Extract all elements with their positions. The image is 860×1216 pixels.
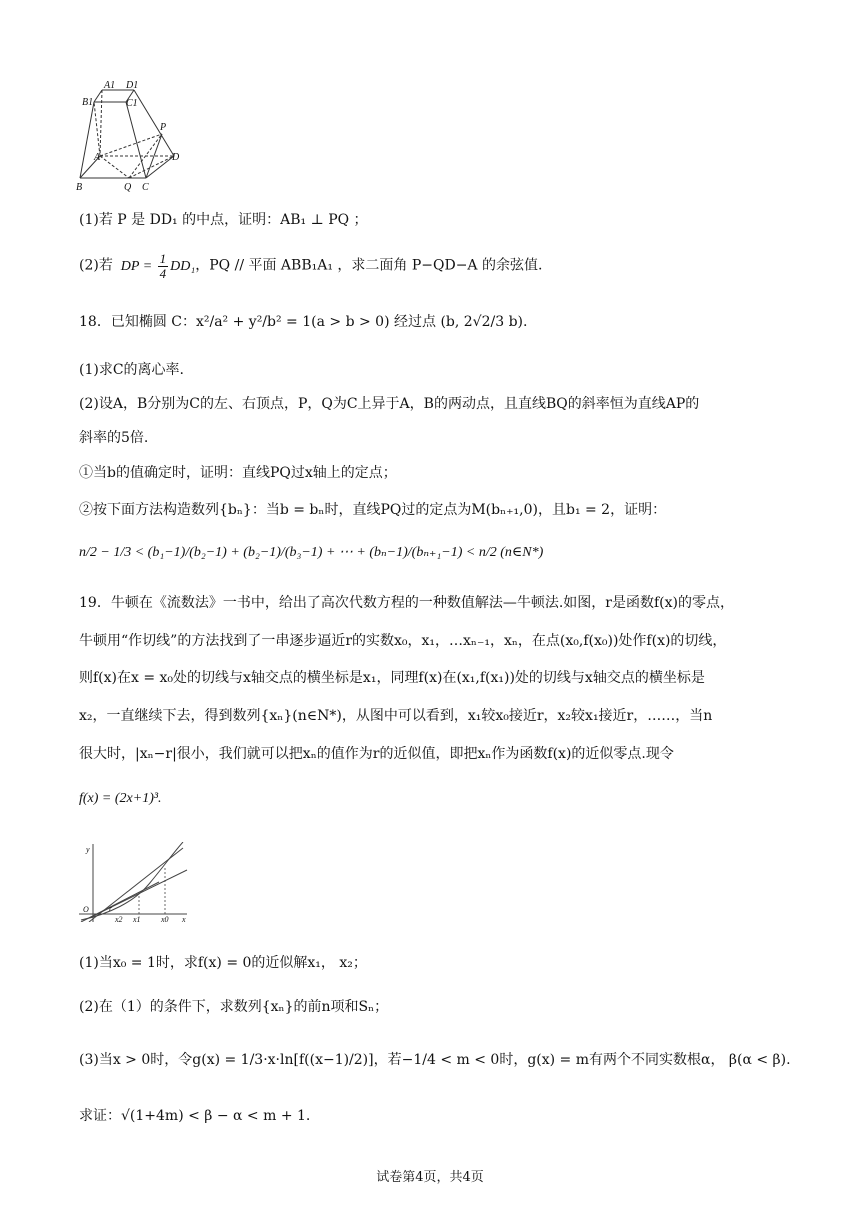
q18-p1: (1)求C的离心率.	[79, 362, 184, 378]
label-P: P	[160, 122, 167, 133]
graph-label-x1: x1	[133, 915, 141, 922]
label-B1: B1	[82, 97, 94, 108]
graph-label-x: x	[182, 915, 186, 922]
vector-equation: DP = $\frac{1}{4}$ DD₁	[117, 251, 196, 281]
label-D: D	[172, 152, 180, 163]
q19-proof: 求证：√(1+4m) < β − α < m + 1.	[79, 1108, 311, 1124]
q18-stem: 18．已知椭圆 C：x²/a² + y²/b² = 1(a > b > 0) 经过点 (b, 2√2/3 b).	[79, 314, 528, 330]
graph-label-y: y	[86, 845, 90, 854]
q17-part2	[79, 252, 542, 281]
q19-l4: x₂，一直继续下去，得到数列{xₙ}(n∈N*)，从图中可以看到，x₁较x₀接近r，x₂较x₁接近r，……，当n	[79, 708, 713, 724]
label-Q: Q	[124, 182, 132, 193]
graph-label-r: r	[109, 904, 113, 913]
q17-part2-rest: ，PQ // 平面 ABB₁A₁ ，求二面角 P−QD−A 的余弦值.	[195, 257, 543, 274]
q19-l1: 19．牛顿在《流数法》一书中，给出了高次代数方程的一种数值解法—牛顿法.如图，r是函数f(x)的零点，	[79, 595, 734, 611]
q18-p2a: (2)设A，B分别为C的左、右顶点，P，Q为C上异于A，B的两动点，且直线BQ的斜率恒为直线AP的	[79, 396, 700, 412]
q18-c2: ②按下面方法构造数列{bₙ}：当b = bₙ时，直线PQ过的定点为M(bₙ₊₁,0)，且b₁ = 2，证明：	[79, 502, 667, 518]
q17-part2-prefix: (2)若	[79, 257, 113, 274]
page-footer: 试卷第4页，共4页	[376, 1170, 484, 1185]
q19-l6: f(x) = (2x+1)³.	[79, 791, 162, 806]
q19-p3: (3)当x > 0时，令g(x) = 1/3·x·ln[f((x−1)/2)]，若−1/4 < m < 0时，g(x) = m有两个不同实数根α， β(α < β).	[79, 1052, 791, 1068]
q19-l3: 则f(x)在x = x₀处的切线与x轴交点的横坐标是x₁，同理f(x)在(x₁,f(x₁))处的切线与x轴交点的横坐标是	[79, 670, 705, 686]
q19-l5: 很大时，|xₙ−r|很小，我们就可以把xₙ的值作为r的近似值，即把xₙ作为函数f(x)的近似零点.现令	[79, 746, 674, 762]
label-A1: A1	[104, 80, 116, 91]
graph-label-x2: x2	[115, 915, 123, 922]
label-D1: D1	[126, 80, 139, 91]
q19-p2: (2)在（1）的条件下，求数列{xₙ}的前n项和Sₙ；	[79, 999, 389, 1015]
q18-c1: ①当b的值确定时，证明：直线PQ过x轴上的定点；	[79, 465, 397, 481]
label-C1: C1	[126, 98, 138, 109]
graph-label-O: O	[83, 905, 89, 914]
label-B: B	[76, 182, 83, 193]
q18-inequality: n/2 − 1/3 < (b₁−1)/(b₂−1) + (b₂−1)/(b₃−1) + ⋯ + (bₙ−1)/(bₙ₊₁−1) < n/2 (n∈N*)	[79, 545, 544, 560]
label-C: C	[142, 182, 149, 193]
label-A: A	[94, 152, 101, 163]
graph-label-x0: x0	[161, 915, 169, 922]
q17-part1: (1)若 P 是 DD₁ 的中点，证明：AB₁ ⊥ PQ ；	[79, 212, 368, 228]
newton-graph	[79, 842, 195, 922]
q19-l2: 牛顿用“作切线”的方法找到了一串逐步逼近r的实数x₀，x₁，…xₙ₋₁，xₙ，在点(x₀,f(x₀))处作f(x)的切线，	[79, 633, 727, 649]
q18-p2b: 斜率的5倍.	[79, 430, 149, 446]
q19-p1: (1)当x₀ = 1时，求f(x) = 0的近似解x₁， x₂；	[79, 955, 367, 971]
prism-figure	[74, 78, 186, 196]
